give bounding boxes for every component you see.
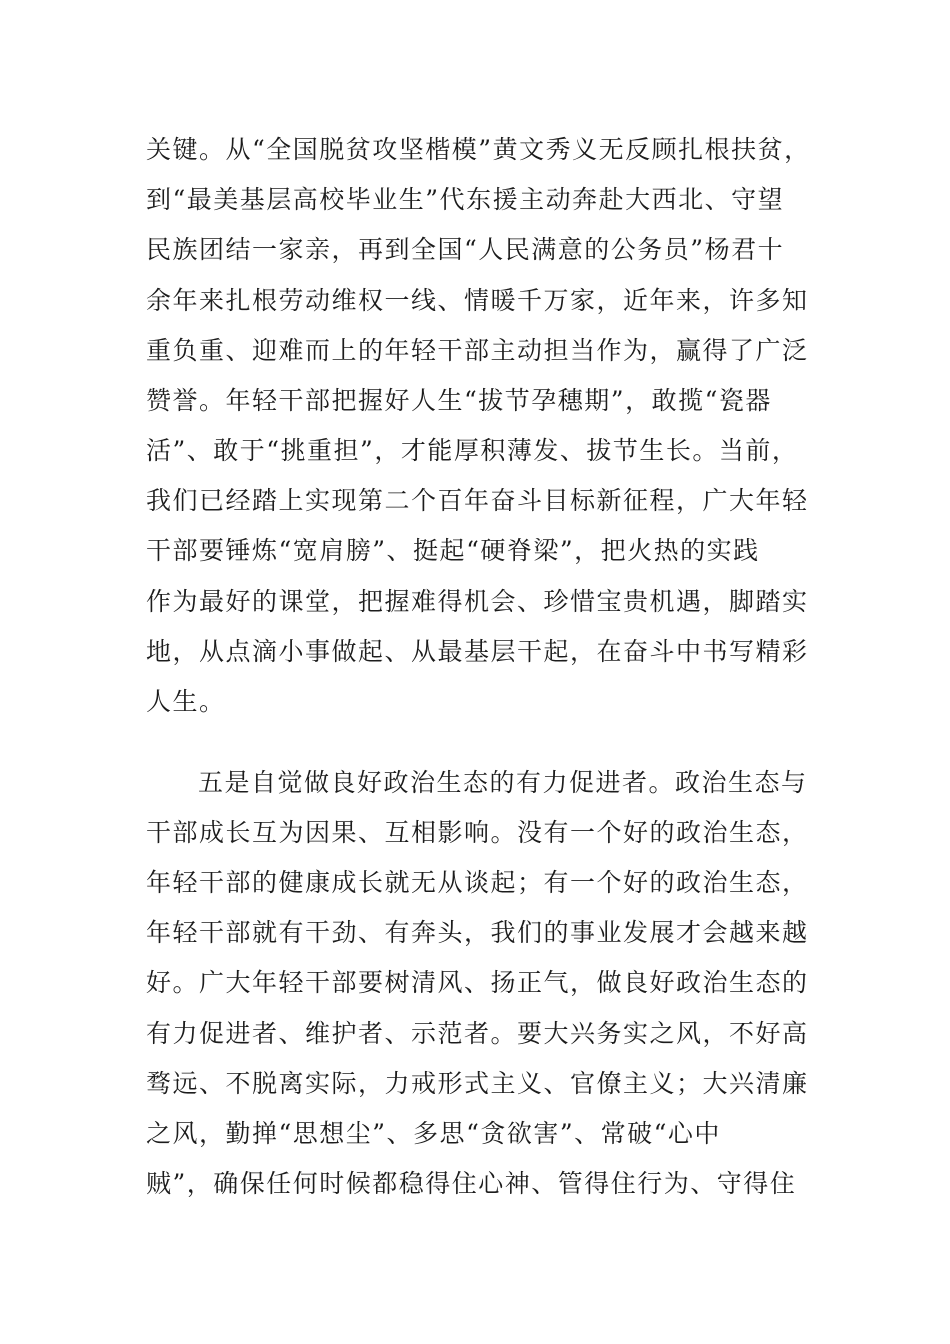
text-line: 贼”，确保任何时候都稳得住心神、管得住行为、守得住: [146, 1169, 797, 1198]
text-line: 有力促进者、维护者、示范者。要大兴务实之风，不好高: [146, 1019, 809, 1048]
text-line: 重负重、迎难而上的年轻干部主动担当作为，赢得了广泛: [146, 336, 809, 365]
text-line: 干部要锤炼“宽肩膀”、挺起“硬脊梁”，把火热的实践: [146, 536, 760, 565]
text-line: 五是自觉做良好政治生态的有力促进者。政治生态与: [198, 768, 808, 797]
text-line: 地，从点滴小事做起、从最基层干起，在奋斗中书写精彩: [146, 637, 809, 666]
text-line: 骛远、不脱离实际，力戒形式主义、官僚主义；大兴清廉: [146, 1069, 809, 1098]
text-line: 余年来扎根劳动维权一线、情暖千万家，近年来，许多知: [146, 286, 809, 315]
text-line: 关键。从“全国脱贫攻坚楷模”黄文秀义无反顾扎根扶贫，: [146, 135, 811, 164]
text-line: 到“最美基层高校毕业生”代东援主动奔赴大西北、守望: [146, 185, 785, 214]
text-line: 作为最好的课堂，把握难得机会、珍惜宝贵机遇，脚踏实: [146, 587, 809, 616]
text-line: 年轻干部就有干劲、有奔头，我们的事业发展才会越来越: [146, 918, 809, 947]
text-line: 年轻干部的健康成长就无从谈起；有一个好的政治生态，: [146, 868, 809, 897]
text-line: 之风，勤掸“思想尘”、多思“贪欲害”、常破“心中: [146, 1119, 721, 1148]
text-line: 民族团结一家亲，再到全国“人民满意的公务员”杨君十: [146, 235, 785, 264]
text-line: 我们已经踏上实现第二个百年奋斗目标新征程，广大年轻: [146, 486, 809, 515]
text-line: 干部成长互为因果、互相影响。没有一个好的政治生态，: [146, 818, 809, 847]
text-line: 人生。: [146, 687, 226, 716]
text-line: 赞誉。年轻干部把握好人生“拔节孕穗期”，敢揽“瓷器: [146, 386, 772, 415]
text-line: 好。广大年轻干部要树清风、扬正气，做良好政治生态的: [146, 968, 809, 997]
text-line: 活”、敢于“挑重担”，才能厚积薄发、拔节生长。当前，: [146, 436, 799, 465]
